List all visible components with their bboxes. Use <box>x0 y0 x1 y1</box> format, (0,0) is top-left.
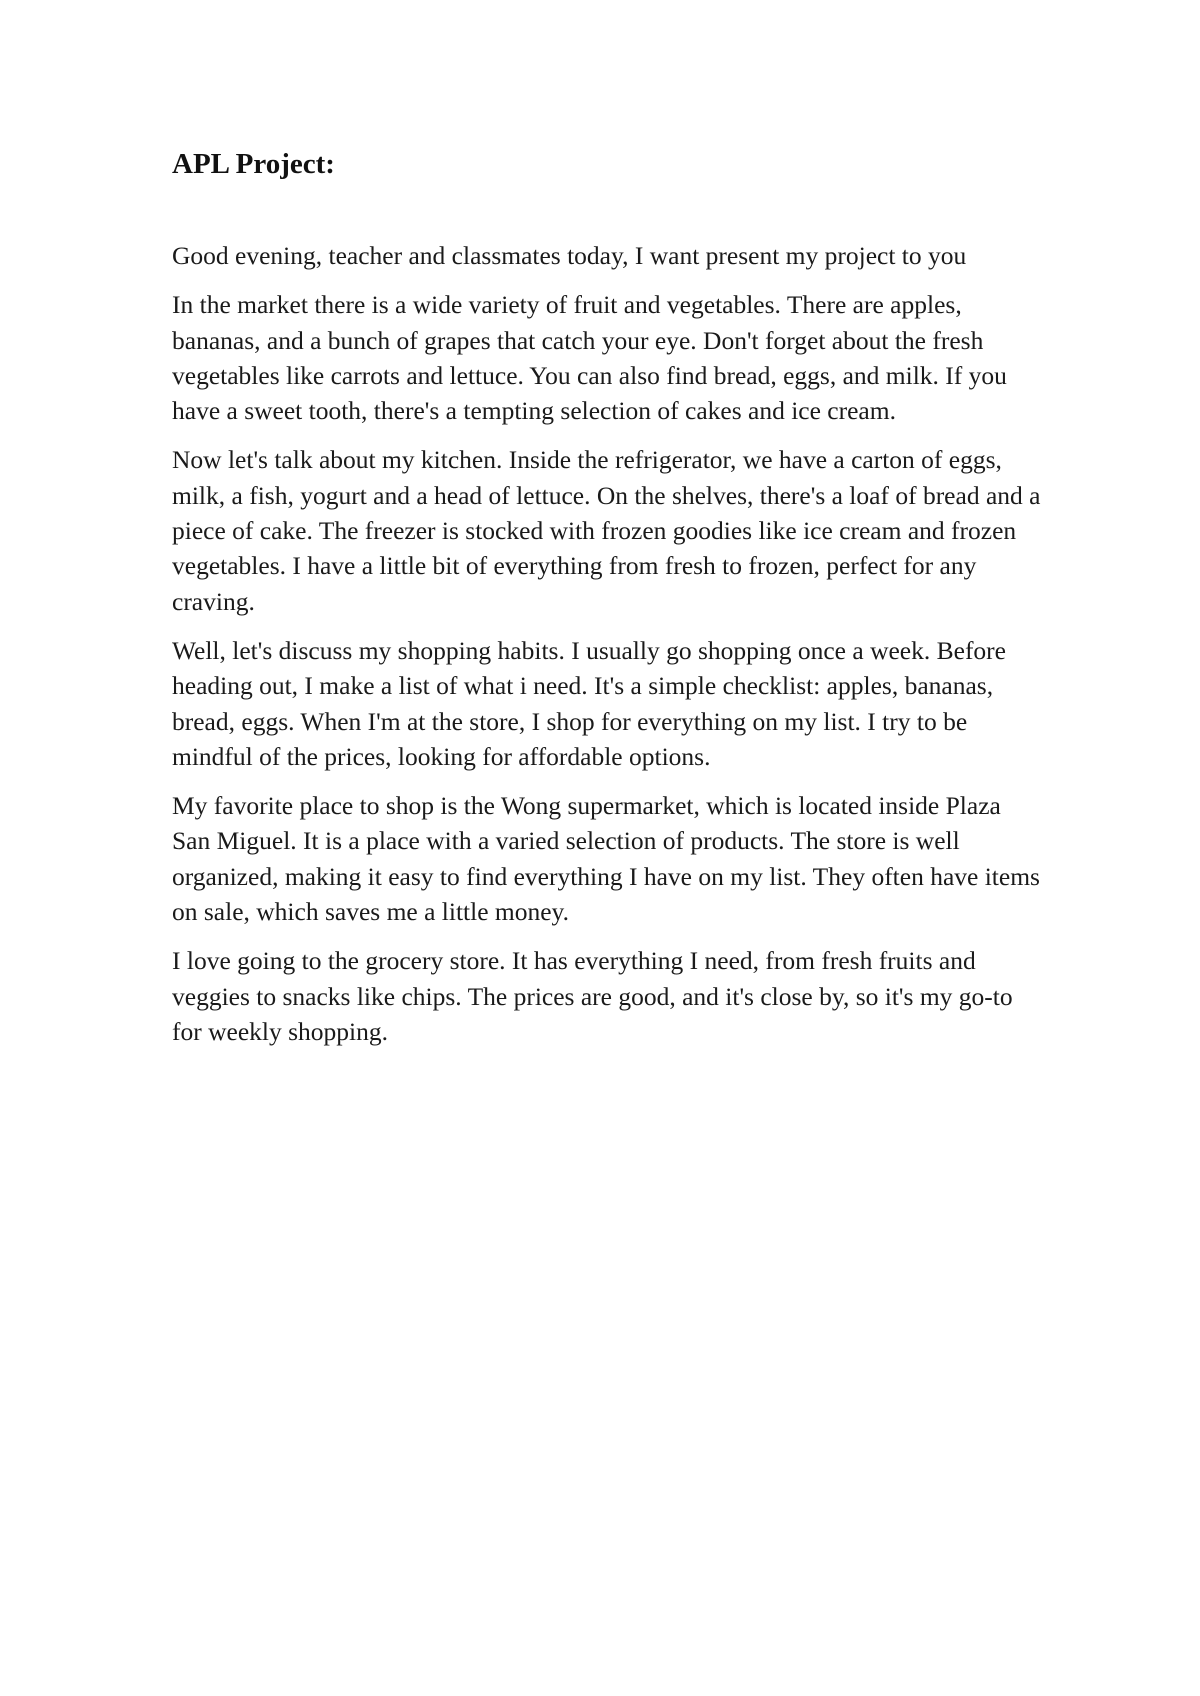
paragraph-kitchen: Now let's talk about my kitchen. Inside the refrigerator, we have a carton of eggs, milk, a fish, yogurt and a head of lettuce. On the shelves, there's a loaf of bread and a piece of cake. The freezer is stocked with frozen goodies like ice cream and frozen vegetables. I have a little bit of everything from fresh to frozen, perfect for any craving. <box>172 445 1041 616</box>
document-title: APL Project: <box>172 148 335 180</box>
paragraph-market: In the market there is a wide variety of fruit and vegetables. There are apples, bananas, and a bunch of grapes that catch your eye. Don't forget about the fresh vegetables like carrots and lettuce. You can also find bread, eggs, and milk. If you have a sweet tooth, there's a tempting selection of cakes and ice cream. <box>172 290 1007 426</box>
paragraph-favorite-place: My favorite place to shop is the Wong supermarket, which is located inside Plaza San Miguel. It is a place with a varied selection of products. The store is well organized, making it easy to find everything I have on my list. They often have items on sale, which saves me a little money. <box>172 791 1040 927</box>
paragraph-grocery-store: I love going to the grocery store. It has everything I need, from fresh fruits and veggies to snacks like chips. The prices are good, and it's close by, so it's my go-to for weekly shopping. <box>172 946 1013 1046</box>
document-body <box>172 146 1042 1063</box>
paragraph-shopping-habits: Well, let's discuss my shopping habits. I usually go shopping once a week. Before heading out, I make a list of what i need. It's a simple checklist: apples, bananas, bread, eggs. When I'm at the store, I shop for everything on my list. I try to be mindful of the prices, looking for affordable options. <box>172 635 1006 771</box>
paragraph-intro: Good evening, teacher and classmates today, I want present my project to you <box>172 241 967 270</box>
